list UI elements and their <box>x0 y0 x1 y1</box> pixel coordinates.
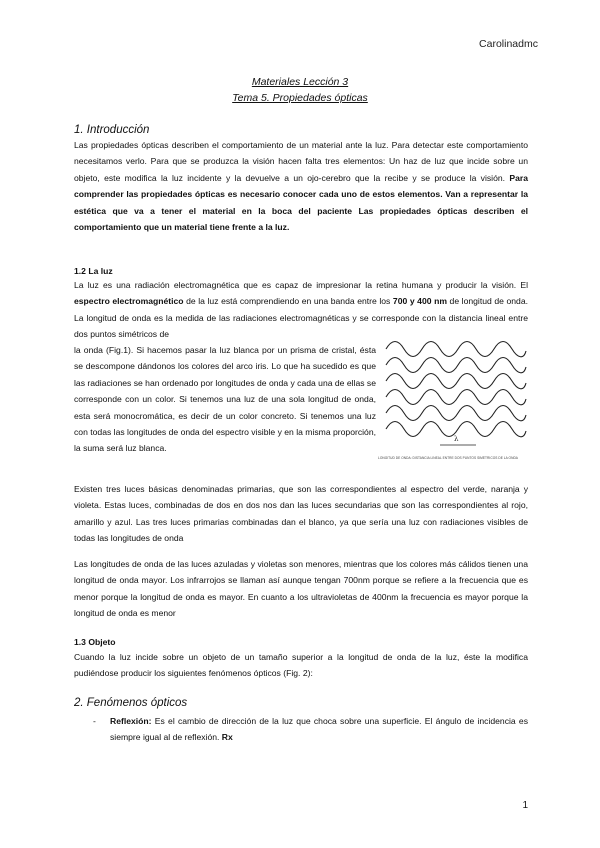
reflexion-label: Reflexión: <box>110 716 152 726</box>
luz-text-a: La luz es una radiación electromagnética que es capaz de impresionar la retina humana y producir la visión. El <box>74 280 528 290</box>
wave-line-3 <box>386 374 526 389</box>
heading-objeto: 1.3 Objeto <box>74 637 116 647</box>
wave-line-2 <box>386 358 526 373</box>
reflexion-tail: Rx <box>221 732 233 743</box>
heading-introduccion: 1. Introducción <box>74 124 150 136</box>
intro-bold-text: Para comprender las propiedades ópticas es necesario conocer cada uno de estos elementos. Van a representar la estética que va a tener el material en la boca del paciente Las propiedades ópticas describen el comportamiento que un material tiene frente a la luz. <box>74 172 528 233</box>
intro-text: Las propiedades ópticas describen el comportamiento de un material ante la luz. Para detectar este comportamiento necesitamos verlo. Para que se produzca la visión hacen falta tres elementos: Un haz de luz que incide sobre un objeto, este modifica la luz incidente y la devuelve a un ojo-cerebro que la recibe y se produce la visión. <box>74 140 528 183</box>
wavelength-figure <box>384 335 528 455</box>
heading-fenomenos-opticos: 2. Fenómenos ópticos <box>74 697 188 709</box>
author-header: Carolinadmc <box>479 38 538 50</box>
intro-paragraph <box>74 137 528 235</box>
objeto-paragraph: Cuando la luz incide sobre un objeto de un tamaño superior a la longitud de onda de la luz, éste la modifica pudiéndose producir los siguientes fenómenos ópticos (Fig. 2): <box>74 652 528 679</box>
bullet-dash: - <box>93 716 96 726</box>
luz-paragraph-1 <box>74 277 528 343</box>
luz-paragraph-2: Existen tres luces básicas denominadas primarias, que son las correspondientes al espectro del verde, naranja y violeta. Estas luces, combinadas de dos en dos nos dan las luces secundarias que son las correspondientes al rojo, amarillo y azul. Las tres luces primarias combinadas dan el blanco, ya que sería una luz con radiaciones visibles de todas las longitudes de onda <box>74 484 528 544</box>
lambda-symbol: λ <box>454 435 459 443</box>
wave-line-5 <box>386 406 526 421</box>
figure-caption: LONGITUD DE ONDA: DISTANCIA LINEAL ENTRE DOS PUNTOS SIMÉTRICOS DE LA ONDA <box>378 456 518 460</box>
luz-bold-spectrum: espectro electromagnético <box>74 296 184 307</box>
luz-paragraph-3: Las longitudes de onda de las luces azuladas y violetas son menores, mientras que los colores más cálidos tienen una longitud de onda mayor. Los infrarrojos se llaman así aunque tengan 700nm porque se refiere a la frecuencia que es menor porque la longitud de onda es mayor. En cuanto a los ultravioletas de 400nm la frecuencia es mayor porque la longitud de onda es menor <box>74 559 528 619</box>
reflexion-bullet <box>110 713 528 746</box>
luz-text-c: de la luz está comprendiendo en una banda entre los <box>183 296 393 307</box>
luz-paragraph-1-wrap: la onda (Fig.1). Si hacemos pasar la luz blanca por un prisma de cristal, ésta se descompone dándonos los colores del arco iris. Lo que ha sucedido es que las radiaciones se han ordenado por longitudes de onda y cada una de ellas se corresponde con un color. Si tenemos una luz de una sola longitud de onda, esta será monocromática, es decir de un color concreto. Si tenemos una luz con todas las longitudes de onda del espectro visible y en la misma proporción, la suma será luz blanca. <box>74 345 376 454</box>
luz-text-e: de longitud de onda. La longitud de onda es la medida de las radiaciones electromagnéticas y se corresponde con la distancia lineal entre dos puntos simétricos de <box>74 296 528 340</box>
wave-line-4 <box>386 390 526 405</box>
reflexion-text: Es el cambio de dirección de la luz que choca sobre una superficie. El ángulo de incidencia es siempre igual al de reflexión. <box>110 716 528 743</box>
wave-line-1 <box>386 342 526 357</box>
heading-la-luz: 1.2 La luz <box>74 266 113 276</box>
luz-bold-range: 700 y 400 nm <box>392 296 447 307</box>
page-number: 1 <box>522 800 528 811</box>
document-subtitle: Tema 5. Propiedades ópticas <box>232 92 368 104</box>
document-title: Materiales Lección 3 <box>251 76 349 88</box>
